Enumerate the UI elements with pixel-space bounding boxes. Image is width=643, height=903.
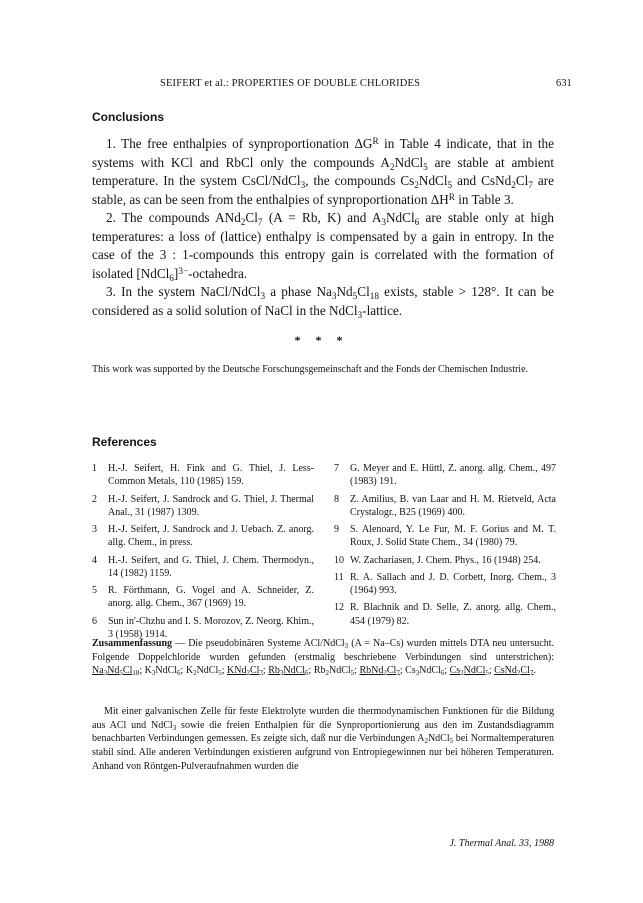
reference-item — [92, 554, 314, 581]
compound-formula: $CsNd_2Cl_7$ — [494, 665, 534, 678]
reference-text: R. Förthmann, G. Vogel and A. Schneider, Z. anorg. allg. Chem., 367 (1969) 19. — [108, 585, 314, 610]
conclusion-paragraph-3: 3. In the system NaCl/NdCl$_3$ a phase $Na_3Nd_5Cl_{18}$ exists, stable > 128°. It can be considered as a solid solution of NaCl in the NdCl$_3$-lattice. — [92, 284, 554, 320]
reference-item — [92, 493, 314, 520]
reference-number: 11 — [334, 571, 344, 583]
compound-formula: $K_2NdCl_5$ — [185, 665, 222, 678]
compound-formula: $K_3NdCl_6$ — [144, 665, 181, 678]
reference-text: G. Meyer and E. Hüttl, Z. anorg. allg. Chem., 497 (1983) 191. — [350, 463, 556, 488]
reference-text: S. Alenoard, Y. Le Fur, M. F. Gorius and M. T. Roux, J. Solid State Chem., 34 (1980) 79. — [350, 524, 556, 549]
compound-formula: $Rb_2NdCl_5$ — [313, 665, 355, 678]
reference-text: H.-J. Seifert, H. Fink and G. Thiel, J. Less-Common Metals, 110 (1985) 159. — [108, 463, 314, 488]
reference-number: 10 — [334, 554, 344, 566]
compound-formula: $Na_3Nd_5Cl_{18}$ — [92, 665, 140, 678]
reference-column-left — [92, 462, 314, 645]
compound-list: $Na_3Nd_5Cl_{18}$; $K_3NdCl_6$; $K_2NdCl_5$; $KNd_2Cl_7$; $Rb_3NdCl_6$; $Rb_2NdCl_5$; $RbNd_2Cl_7$; $Cs_3NdCl_6$; $Cs_2NdCl_5$; $CsNd_2Cl_7$. — [92, 665, 536, 678]
journal-footer: J. Thermal Anal. 33, 1988 — [449, 838, 554, 849]
reference-number: 9 — [334, 524, 339, 535]
reference-number: 1 — [92, 463, 97, 474]
reference-list — [92, 462, 556, 645]
reference-item — [92, 523, 314, 550]
reference-text: H.-J. Seifert, J. Sandrock and G. Thiel, J. Thermal Anal., 31 (1987) 1309. — [108, 493, 314, 518]
reference-item — [92, 462, 314, 489]
reference-text: R. Blachnik and D. Selle, Z. anorg. allg. Chem., 454 (1979) 82. — [350, 602, 556, 627]
reference-text: H.-J. Seifert, and G. Thiel, J. Chem. Thermodyn., 14 (1982) 1159. — [108, 554, 314, 579]
reference-item — [334, 554, 556, 567]
reference-item — [334, 462, 556, 489]
page-number: 631 — [556, 78, 572, 89]
reference-number: 7 — [334, 463, 339, 474]
reference-column-right — [334, 462, 556, 645]
reference-number: 4 — [92, 554, 97, 566]
reference-text: H.-J. Seifert, J. Sandrock and J. Uebach. Z. anorg. allg. Chem., in press. — [108, 524, 314, 549]
compound-formula: $KNd_2Cl_7$ — [227, 665, 263, 678]
zusammenfassung-paragraph-2: Mit einer galvanischen Zelle für feste Elektrolyte wurden die thermodynamischen Funktionen für die Bildung aus ACl und NdCl$_3$ sowie die freien Enthalpien für die Synproportionierung aus den im Zustandsdiagramm benachbarten Verbindungen gemessen. Es zeigte sich, daß nur die Verbindungen $A_2NdCl_5$ bei Normaltemperaturen stabil sind. Alle anderen Verbindungen existieren aufgrund von Entropiegewinnen nur bei höheren Temperaturen. Anhand von Röntgen-Pulveraufnahmen wurden die — [92, 706, 554, 772]
reference-number: 2 — [92, 493, 97, 505]
reference-number: 3 — [92, 524, 97, 535]
conclusions-heading: Conclusions — [92, 110, 165, 124]
acknowledgment: This work was supported by the Deutsche Forschungsgemeinschaft and the Fonds der Chemischen Industrie. — [92, 364, 529, 375]
reference-text: R. A. Sallach and J. D. Corbett, Inorg. Chem., 3 (1964) 993. — [350, 571, 556, 596]
reference-number: 6 — [92, 615, 97, 627]
running-head: SEIFERT et al.: PROPERTIES OF DOUBLE CHLORIDES — [160, 78, 421, 89]
compound-formula: $Cs_2NdCl_5$ — [449, 665, 489, 678]
reference-number: 12 — [334, 602, 344, 614]
conclusion-paragraph-1: 1. The free enthalpies of synproportionation $\Delta G^R$ in Table 4 indicate, that in the systems with KCl and RbCl only the compounds $A_2NdCl_5$ are stable at ambient temperature. In the system CsCl/NdCl$_3$, the compounds $Cs_2NdCl_5$ and $CsNd_2Cl_7$ are stable, as can be seen from the enthalpies of synproportionation $\Delta H^R$ in Table 3. — [92, 135, 554, 207]
reference-number: 8 — [334, 493, 339, 505]
reference-item — [334, 493, 556, 520]
reference-item — [92, 584, 314, 611]
reference-text: Sun in'-Chzhu and I. S. Morozov, Z. Neorg. Khim., 3 (1958) 1914. — [108, 615, 314, 640]
compound-formula: $Rb_3NdCl_6$ — [268, 665, 309, 678]
compound-formula: $RbNd_2Cl_7$ — [359, 665, 400, 678]
compound-formula: $Cs_3NdCl_6$ — [405, 665, 445, 678]
conclusion-paragraph-2: 2. The compounds $ANd_2Cl_7$ (A = Rb, K) and $A_3NdCl_6$ are stable only at high temperatures: a loss of (lattice) enthalpy is compensated by a gain in entropy. In the case of the 3 : 1-compounds this entropy gain is correlated with the formation of isolated [NdCl$_6$]$^{3-}$-octahedra. — [92, 210, 555, 283]
zusammenfassung-label: Zusammenfassung — [92, 638, 173, 649]
reference-item — [334, 523, 556, 550]
zusammenfassung-paragraph-1: Zusammenfassung — Die pseudobinären Systeme ACl/NdCl$_3$ (A = Na–Cs) wurden mittels DTA neu untersucht. Folgende Doppelchloride wurden gefunden (erstmalig beschriebene Verbindungen sind unterstrichen): $Na_3Nd_5Cl_{18}$; $K_3NdCl_6$; $K_2NdCl_5$; $KNd_2Cl_7$; $Rb_3NdCl_6$; $Rb_2NdCl_5$; $RbNd_2Cl_7$; $Cs_3NdCl_6$; $Cs_2NdCl_5$; $CsNd_2Cl_7$. — [92, 638, 554, 678]
reference-text: Z. Amilius, B. van Laar and H. M. Rietveld, Acta Crystalogr., B25 (1969) 400. — [350, 493, 556, 518]
reference-number: 5 — [92, 585, 97, 596]
references-heading: References — [92, 435, 157, 449]
reference-text: W. Zachariasen, J. Chem. Phys., 16 (1948) 254. — [350, 554, 541, 566]
reference-item — [334, 571, 556, 598]
reference-item — [334, 601, 556, 628]
section-separator: * * * — [294, 333, 349, 347]
